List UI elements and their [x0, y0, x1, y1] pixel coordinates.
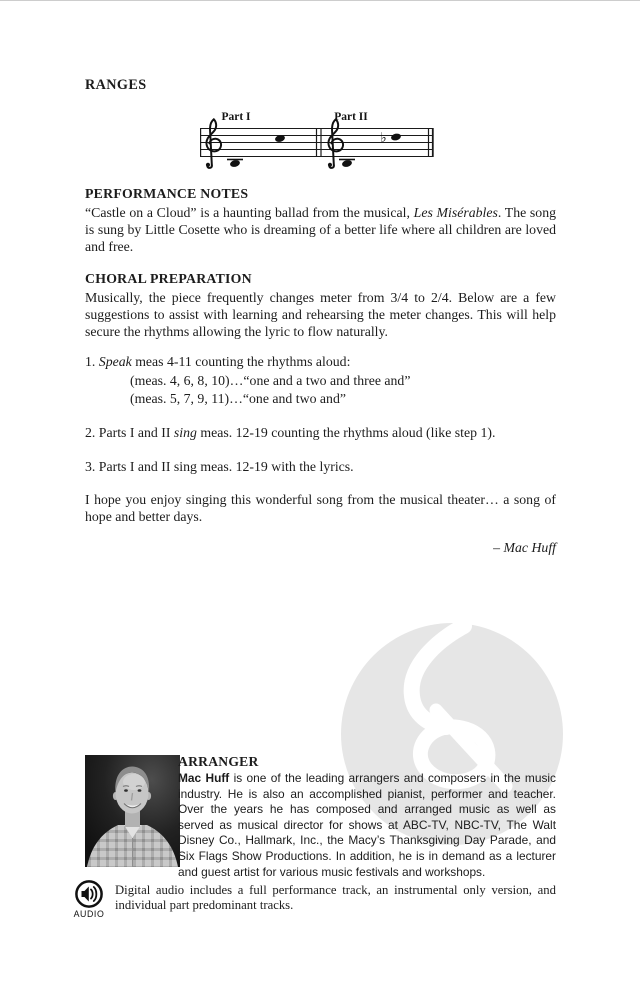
choral-preparation-intro: Musically, the piece frequently changes meter from 3/4 to 2/4. Below are a few suggestions to assist with learning and rehearsing the meter changes. This will help secure the rhythms allowing the lyric to flow naturally. — [85, 290, 556, 339]
performance-notes-paragraph — [85, 204, 556, 255]
step-2 — [85, 424, 556, 441]
performance-notes-section — [85, 186, 556, 255]
scan-edge-line — [0, 0, 640, 1]
arranger-name: Mac Huff — [178, 771, 230, 785]
arranger-bio — [178, 771, 556, 880]
step-1-subline-1: (meas. 4, 6, 8, 10)…“one and a two and three and” — [130, 373, 411, 388]
treble-clef-icon — [328, 119, 343, 168]
choral-preparation-section — [85, 271, 556, 340]
arranger-photo — [85, 755, 180, 867]
audio-description: Digital audio includes a full performance track, an instrumental only version, and individual part predominant tracks. — [115, 883, 556, 913]
step2-sing: sing — [173, 425, 197, 440]
part1-label: Part I — [221, 111, 251, 123]
treble-clef-icon — [206, 119, 221, 168]
closing-paragraph: I hope you enjoy singing this wonderful song from the musical theater… a song of hope and better days. — [85, 492, 556, 524]
part2-label: Part II — [334, 111, 368, 123]
ranges-staff — [197, 103, 437, 177]
perf-text-post: . The song is sung by Little Cosette who is dreaming of a better life where all children are loved and free. — [85, 205, 556, 254]
perf-text-musical-title: Les Misérables — [413, 205, 498, 220]
arranger-signature: – Mac Huff — [493, 540, 556, 555]
range-note-low-part2 — [341, 159, 352, 168]
step1-rest: meas 4-11 counting the rhythms aloud: — [131, 354, 351, 369]
perf-text-pre: “Castle on a Cloud” is a haunting ballad from the musical, — [85, 205, 414, 220]
step-1 — [85, 353, 556, 370]
choral-preparation-heading: CHORAL PREPARATION — [85, 271, 252, 286]
audio-label: AUDIO — [73, 909, 105, 919]
arranger-bio-text: is one of the leading arrangers and composers in the music industry. He is also an accomplished pianist, performer and teacher. Over the years he has composed and arranged music as well as served as musical director for shows at ABC-TV, NBC-TV, The Walt Disney Co., Hallmark, Inc., the Macy’s Thanksgiving Day Parade, and Six Flags Show Productions. In addition, he is in demand as a lecturer and guest artist for various music festivals and workshops. — [178, 771, 556, 879]
performance-notes-heading: PERFORMANCE NOTES — [85, 186, 249, 201]
step-3: 3. Parts I and II sing meas. 12-19 with the lyrics. — [85, 459, 354, 474]
range-note-high-part2 — [390, 133, 401, 142]
arranger-heading: ARRANGER — [178, 754, 259, 769]
audio-speaker-icon — [74, 879, 104, 909]
ranges-heading: RANGES — [85, 77, 147, 93]
step2-post: meas. 12-19 counting the rhythms aloud (like step 1). — [196, 425, 496, 440]
step1-speak: Speak — [98, 354, 132, 369]
step2-pre: 2. Parts I and II — [85, 425, 174, 440]
step1-number: 1. — [85, 354, 99, 369]
range-note-low-part1 — [229, 159, 240, 168]
flat-sign: ♭ — [380, 130, 387, 146]
step-1-subline-2: (meas. 5, 7, 9, 11)…“one and two and” — [130, 391, 346, 406]
